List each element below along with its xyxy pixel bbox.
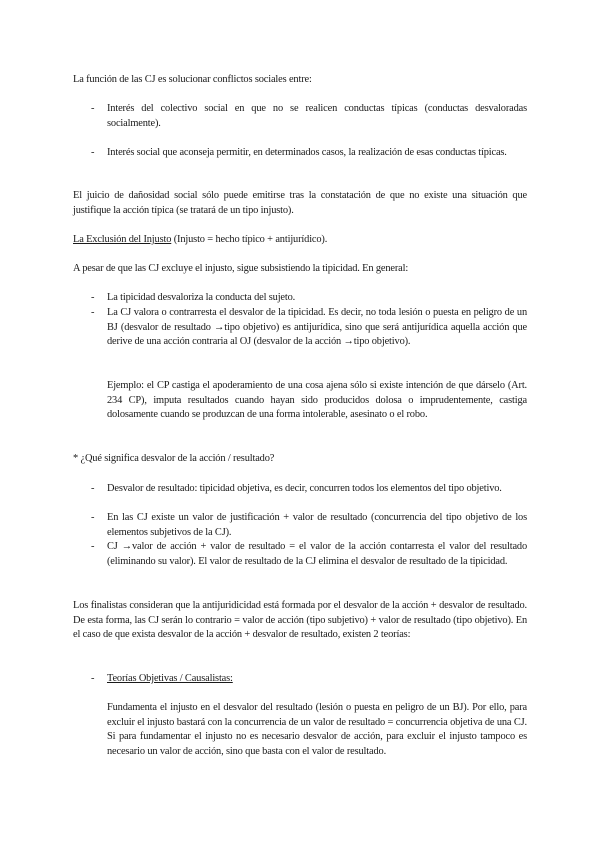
bullet-dash: - — [91, 292, 95, 303]
fundamenta-paragraph: Fundamenta el injusto en el desvalor del resultado (lesión o puesta en peligro de un BJ). Por ello, para excluir el injusto bastará con la concurrencia de un valor de resultado = concurrencia objetiva de una CJ. Si para fundamentar el injusto no es necesario desvalor de acción, para excluir el injusto tampoco es necesario un valor de acción, sino que basta con el valor de resultado. — [107, 702, 527, 757]
list-item: CJ →valor de acción + valor de resultado = el valor de la acción contarresta el valor del resultado (eliminando su valor). El valor de resultado de la CJ elimina el desvalor de resultado de la tipicidad. — [107, 541, 527, 567]
bullet-dash: - — [91, 483, 95, 494]
list-item: Interés del colectivo social en que no se realicen conductas típicas (conductas desvaloradas socialmente). — [107, 103, 527, 129]
exclusion-heading — [73, 233, 527, 248]
finalistas-paragraph: Los finalistas consideran que la antijuridicidad está formada por el desvalor de la acción + desvalor de resultado. De esta forma, las CJ serán lo contrario = valor de acción (tipo subjetivo) + valor de resultado (tipo objetivo). En el caso de que exista desvalor de la acción + desvalor de resultado, existen 2 teorías: — [73, 600, 527, 641]
juicio-paragraph: El juicio de dañosidad social sólo puede emitirse tras la constatación de que no existe una situación que justifique la acción típica (se tratará de un tipo injusto). — [73, 190, 527, 216]
list-item: Interés social que aconseja permitir, en determinados casos, la realización de esas conductas típicas. — [107, 147, 507, 158]
exclusion-title: La Exclusión del Injusto — [73, 234, 172, 245]
bullet-dash: - — [91, 147, 95, 158]
ejemplo-paragraph: Ejemplo: el CP castiga el apoderamiento de una cosa ajena sólo si existe intención de que dárselo (Art. 234 CP), imputa resultados cuando hayan sido producidos dolosa o imprudentemente, castiga dolosamente cuando se produzcan de una forma intolerable, asesinato o el robo. — [107, 380, 527, 421]
bullet-dash: - — [91, 307, 95, 318]
list-item: La CJ valora o contrarresta el desvalor de la tipicidad. Es decir, no toda lesión o puesta en peligro de un BJ (desvalor de resultado →tipo objetivo) es antijurídica, sino que será antijurídica aquella acción que derive de una acción contraria al OJ (desvalor de la acción →tipo objetivo). — [107, 307, 527, 348]
intro-paragraph: La función de las CJ es solucionar conflictos sociales entre: — [73, 74, 312, 85]
bullet-dash: - — [91, 512, 95, 523]
bullet-dash: - — [91, 541, 95, 552]
bullet-dash: - — [91, 103, 95, 114]
question-heading: * ¿Qué significa desvalor de la acción / resultado? — [73, 453, 275, 464]
teorias-heading: Teorías Objetivas / Causalistas: — [107, 673, 233, 684]
list-item: Desvalor de resultado: tipicidad objetiva, es decir, concurren todos los elementos del tipo objetivo. — [107, 483, 502, 494]
list-item: La tipicidad desvaloriza la conducta del sujeto. — [107, 292, 296, 303]
bullet-dash: - — [91, 673, 95, 684]
list-item: En las CJ existe un valor de justificación + valor de resultado (concurrencia del tipo objetivo de los elementos subjetivos de la CJ). — [107, 512, 527, 538]
exclusion-definition: (Injusto = hecho típico + antijurídico). — [171, 234, 328, 245]
pesar-paragraph: A pesar de que las CJ excluye el injusto, sigue subsistiendo la tipicidad. En general: — [73, 263, 409, 274]
